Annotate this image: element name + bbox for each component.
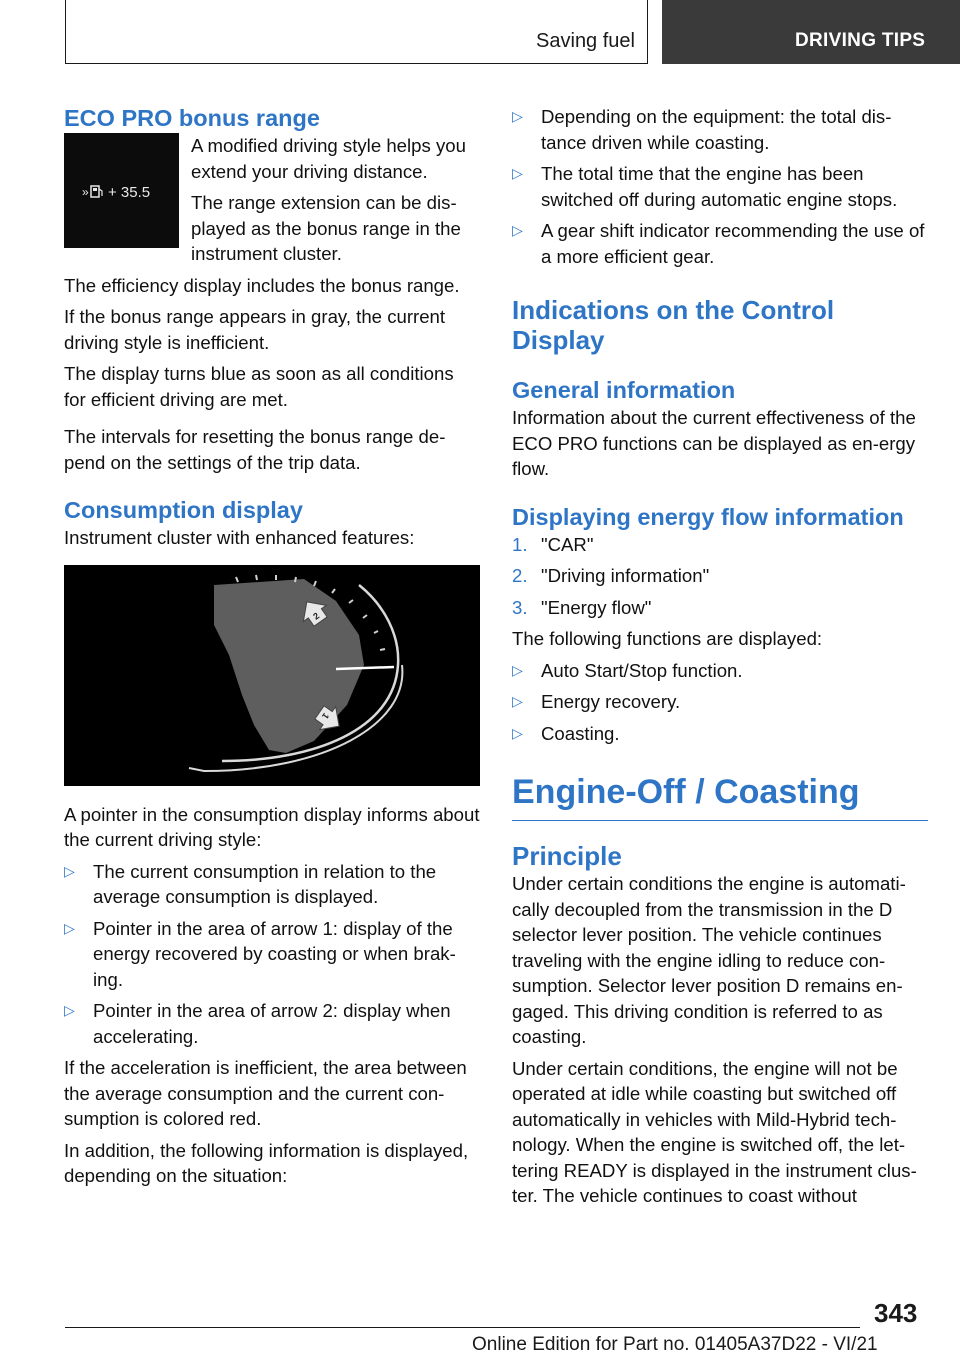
- list-item: ▷ Energy recovery.: [512, 689, 928, 715]
- list-item: ▷ Coasting.: [512, 721, 928, 747]
- eco-pro-text: [191, 133, 480, 267]
- bullet-triangle-icon: ▷: [512, 724, 523, 741]
- header-chapter-tab: [662, 0, 960, 64]
- consumption-intro: Instrument cluster with enhanced features:: [64, 527, 415, 548]
- list-item: ▷ The current consumption in relation to the average consumption is displayed.: [64, 860, 437, 907]
- red-area-paragraph: If the acceleration is inefficient, the area between the average consumption and the current con-sumption is colored red.: [64, 1057, 467, 1129]
- list-item: ▷ Pointer in the area of arrow 1: display of the energy recovered by coasting or when brak-ing.: [64, 917, 456, 990]
- principle-paragraph-1: Under certain conditions the engine is automati-cally decoupled from the transmission in the D selector lever position. The vehicle continues traveling with the engine idling to reduce con-sumption. Selector lever position D remains en-gaged. This driving condition is referred to as coasting.: [512, 873, 906, 1047]
- bullet-triangle-icon: ▷: [64, 862, 75, 879]
- eco-bonus-value: + 35.5: [108, 184, 151, 201]
- list-item: 1. "CAR": [512, 533, 594, 555]
- blue-display-paragraph: The display turns blue as soon as all conditions for efficient driving are met.: [64, 363, 454, 410]
- list-item: ▷ Depending on the equipment: the total dis-tance driven while coasting.: [512, 106, 892, 153]
- list-item: ▷ Auto Start/Stop function.: [512, 658, 928, 684]
- pointer-intro: A pointer in the consumption display informs about the current driving style:: [64, 803, 480, 850]
- general-information-title: General information: [512, 377, 736, 403]
- efficiency-paragraph: The efficiency display includes the bonus range.: [64, 274, 460, 296]
- header-section-title: Saving fuel: [536, 30, 635, 52]
- gray-range-paragraph: If the bonus range appears in gray, the current driving style is inefficient.: [64, 306, 446, 353]
- situation-bullet-list: [512, 104, 928, 269]
- engine-off-coasting-title: Engine-Off / Coasting: [512, 772, 928, 821]
- list-item: 3. "Energy flow": [512, 596, 652, 618]
- eco-bonus-range-image: [64, 133, 179, 248]
- list-item: ▷ Pointer in the area of arrow 2: display when accelerating.: [64, 1000, 451, 1047]
- addition-paragraph: In addition, the following information is displayed, depending on the situation:: [64, 1139, 469, 1186]
- arrow-2-label: 2: [311, 610, 322, 622]
- bullet-triangle-icon: ▷: [512, 222, 523, 238]
- list-item: ▷ The total time that the engine has been switched off during automatic engine stops.: [512, 163, 898, 210]
- energy-flow-title: Displaying energy flow information: [512, 503, 904, 530]
- footer-divider: [65, 1327, 860, 1328]
- functions-list: [512, 658, 928, 747]
- page-number: 343: [874, 1298, 918, 1328]
- list-item: 2. "Driving information": [512, 565, 710, 586]
- functions-intro: The following functions are displayed:: [512, 628, 823, 649]
- header-chapter-title: DRIVING TIPS: [795, 30, 926, 51]
- right-column: [512, 104, 928, 1209]
- arrow-1-label: 1: [319, 710, 331, 721]
- pointer-bullet-list: [64, 859, 480, 1050]
- bullet-triangle-icon: ▷: [512, 661, 523, 678]
- eco-pro-title: ECO PRO bonus range: [64, 105, 320, 131]
- left-column: [64, 102, 480, 1189]
- control-display-title: Indications on the Control Display: [512, 295, 835, 355]
- intervals-paragraph: The intervals for resetting the bonus range de-pend on the settings of the trip data.: [64, 426, 446, 473]
- bullet-triangle-icon: ▷: [512, 108, 523, 124]
- bullet-triangle-icon: ▷: [512, 693, 523, 709]
- fuel-pump-range-icon: [64, 133, 179, 248]
- bullet-triangle-icon: ▷: [64, 1002, 75, 1018]
- consumption-gauge-graphic: [64, 565, 480, 786]
- general-information-paragraph: Information about the current effectiveness of the ECO PRO functions can be displayed as en-ergy flow.: [512, 407, 916, 479]
- energy-flow-steps: [512, 532, 928, 621]
- header-section-box: [65, 0, 648, 64]
- svg-text:»: »: [82, 185, 89, 199]
- consumption-display-title: Consumption display: [64, 497, 303, 523]
- principle-title: Principle: [512, 841, 622, 871]
- principle-paragraph-2: Under certain conditions, the engine will not be operated at idle while coasting but switched off automatically in vehicles with Mild-Hybrid tech-nology. When the engine is switched off, the let-tering READY is displayed in the instrument clus-ter. The vehicle continues to coast without: [512, 1057, 917, 1206]
- eco-paragraph-1: A modified driving style helps you extend your driving distance.: [191, 135, 466, 182]
- instrument-cluster-image: [64, 565, 480, 786]
- bullet-triangle-icon: ▷: [64, 919, 75, 936]
- bullet-triangle-icon: ▷: [512, 165, 523, 181]
- list-item: ▷ A gear shift indicator recommending the use of a more efficient gear.: [512, 220, 925, 267]
- eco-paragraph-2: The range extension can be dis-played as the bonus range in the instrument cluster.: [191, 192, 461, 264]
- footer-edition: Online Edition for Part no. 01405A37D22 - VI/21: [472, 1334, 878, 1355]
